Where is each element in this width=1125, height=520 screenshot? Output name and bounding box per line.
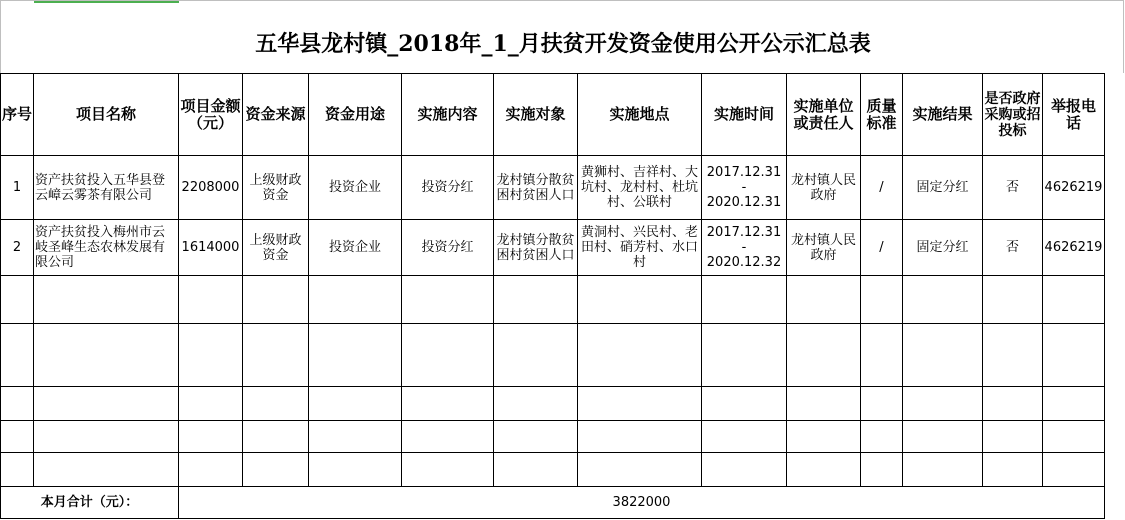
responsible-unit: 龙村镇人民政府: [787, 220, 861, 276]
header-cell: 实施单位或责任人: [787, 74, 861, 156]
project-amount: 2208000: [179, 156, 243, 220]
implementation-target: 龙村镇分散贫困村贫困人口: [494, 156, 578, 220]
empty-row: [1, 276, 1105, 324]
header-cell: 举报电话: [1043, 74, 1105, 156]
empty-cell: [983, 324, 1043, 387]
title-row: [0, 0, 1124, 73]
empty-cell: [243, 453, 309, 487]
fund-usage: 投资企业: [309, 156, 402, 220]
fund-source: 上级财政资金: [243, 220, 309, 276]
implementation-target: 龙村镇分散贫困村贫困人口: [494, 220, 578, 276]
header-cell: 实施对象: [494, 74, 578, 156]
empty-cell: [1043, 453, 1105, 487]
implementation-result: 固定分红: [903, 156, 983, 220]
implementation-content: 投资分红: [402, 156, 494, 220]
fund-source: 上级财政资金: [243, 156, 309, 220]
empty-row: [1, 324, 1105, 387]
implementation-location: 黄狮村、吉祥村、大坑村、龙村村、杜坑村、公联村: [578, 156, 702, 220]
procurement-flag: 否: [983, 156, 1043, 220]
empty-row: [1, 387, 1105, 421]
empty-cell: [787, 421, 861, 453]
header-cell: 实施时间: [702, 74, 787, 156]
header-cell: 是否政府采购或招投标: [983, 74, 1043, 156]
empty-cell: [243, 421, 309, 453]
empty-cell: [903, 421, 983, 453]
project-amount: 1614000: [179, 220, 243, 276]
project-name: 资产扶贫投入梅州市云岐圣峰生态农林发展有限公司: [34, 220, 179, 276]
table-row: [1, 220, 1105, 276]
empty-cell: [1, 421, 34, 453]
row-number: 1: [1, 156, 34, 220]
empty-cell: [861, 453, 903, 487]
header-cell: 实施地点: [578, 74, 702, 156]
project-name: 资产扶贫投入五华县登云嶂云雾茶有限公司: [34, 156, 179, 220]
empty-cell: [494, 421, 578, 453]
empty-cell: [903, 324, 983, 387]
empty-cell: [1, 324, 34, 387]
header-cell: 资金用途: [309, 74, 402, 156]
empty-cell: [243, 276, 309, 324]
header-cell: 实施内容: [402, 74, 494, 156]
empty-cell: [787, 387, 861, 421]
empty-cell: [402, 276, 494, 324]
report-phone: 4626219: [1043, 156, 1105, 220]
empty-cell: [309, 453, 402, 487]
empty-cell: [309, 276, 402, 324]
empty-cell: [983, 276, 1043, 324]
empty-row: [1, 453, 1105, 487]
empty-cell: [903, 387, 983, 421]
empty-cell: [702, 324, 787, 387]
empty-cell: [787, 324, 861, 387]
header-cell: 质量标准: [861, 74, 903, 156]
empty-cell: [309, 421, 402, 453]
implementation-time: [702, 156, 787, 220]
empty-cell: [179, 387, 243, 421]
empty-cell: [34, 324, 179, 387]
time-end: 2020.12.32: [706, 255, 782, 270]
empty-cell: [861, 387, 903, 421]
empty-cell: [983, 421, 1043, 453]
fund-table: [0, 73, 1105, 519]
page-title: 五华县龙村镇_2018年_1_月扶贫开发资金使用公开公示汇总表: [255, 31, 871, 57]
empty-cell: [494, 324, 578, 387]
implementation-content: 投资分红: [402, 220, 494, 276]
header-row: [1, 74, 1105, 156]
empty-cell: [578, 453, 702, 487]
empty-cell: [903, 453, 983, 487]
empty-cell: [787, 276, 861, 324]
time-start: 2017.12.31: [706, 225, 782, 240]
empty-cell: [402, 324, 494, 387]
empty-cell: [787, 453, 861, 487]
empty-cell: [861, 324, 903, 387]
empty-cell: [402, 453, 494, 487]
empty-cell: [702, 453, 787, 487]
empty-cell: [861, 421, 903, 453]
empty-cell: [861, 276, 903, 324]
empty-cell: [494, 387, 578, 421]
empty-cell: [702, 387, 787, 421]
empty-cell: [309, 387, 402, 421]
procurement-flag: 否: [983, 220, 1043, 276]
empty-cell: [179, 276, 243, 324]
quality-standard: /: [861, 220, 903, 276]
empty-cell: [243, 324, 309, 387]
empty-cell: [34, 387, 179, 421]
time-start: 2017.12.31: [706, 165, 782, 180]
fund-usage: 投资企业: [309, 220, 402, 276]
empty-cell: [34, 453, 179, 487]
implementation-location: 黄洞村、兴民村、老田村、硝芳村、水口村: [578, 220, 702, 276]
empty-cell: [309, 324, 402, 387]
total-label: 本月合计（元）：: [1, 487, 179, 519]
empty-cell: [578, 276, 702, 324]
quality-standard: /: [861, 156, 903, 220]
selection-indicator: [34, 1, 179, 3]
implementation-time: [702, 220, 787, 276]
time-separator: -: [741, 240, 747, 255]
empty-cell: [1, 276, 34, 324]
time-separator: -: [741, 180, 747, 195]
empty-cell: [1043, 276, 1105, 324]
empty-cell: [1043, 387, 1105, 421]
total-row: [1, 487, 1105, 519]
empty-cell: [983, 387, 1043, 421]
empty-cell: [1, 453, 34, 487]
responsible-unit: 龙村镇人民政府: [787, 156, 861, 220]
empty-cell: [1043, 421, 1105, 453]
empty-row: [1, 421, 1105, 453]
empty-cell: [402, 387, 494, 421]
empty-cell: [983, 453, 1043, 487]
empty-cell: [578, 324, 702, 387]
empty-cell: [494, 453, 578, 487]
table-row: [1, 156, 1105, 220]
empty-cell: [903, 276, 983, 324]
row-number: 2: [1, 220, 34, 276]
empty-cell: [34, 421, 179, 453]
total-amount: 3822000: [179, 487, 1105, 519]
report-phone: 4626219: [1043, 220, 1105, 276]
empty-cell: [34, 276, 179, 324]
time-end: 2020.12.31: [706, 195, 782, 210]
header-cell: 实施结果: [903, 74, 983, 156]
implementation-result: 固定分红: [903, 220, 983, 276]
empty-cell: [702, 276, 787, 324]
empty-cell: [243, 387, 309, 421]
header-cell: 项目名称: [34, 74, 179, 156]
header-cell: 序号: [1, 74, 34, 156]
empty-cell: [578, 387, 702, 421]
empty-cell: [1043, 324, 1105, 387]
empty-cell: [402, 421, 494, 453]
empty-cell: [578, 421, 702, 453]
header-cell: 项目金额（元）: [179, 74, 243, 156]
empty-cell: [702, 421, 787, 453]
empty-cell: [494, 276, 578, 324]
empty-cell: [1, 387, 34, 421]
empty-cell: [179, 421, 243, 453]
header-cell: 资金来源: [243, 74, 309, 156]
empty-cell: [179, 453, 243, 487]
empty-cell: [179, 324, 243, 387]
